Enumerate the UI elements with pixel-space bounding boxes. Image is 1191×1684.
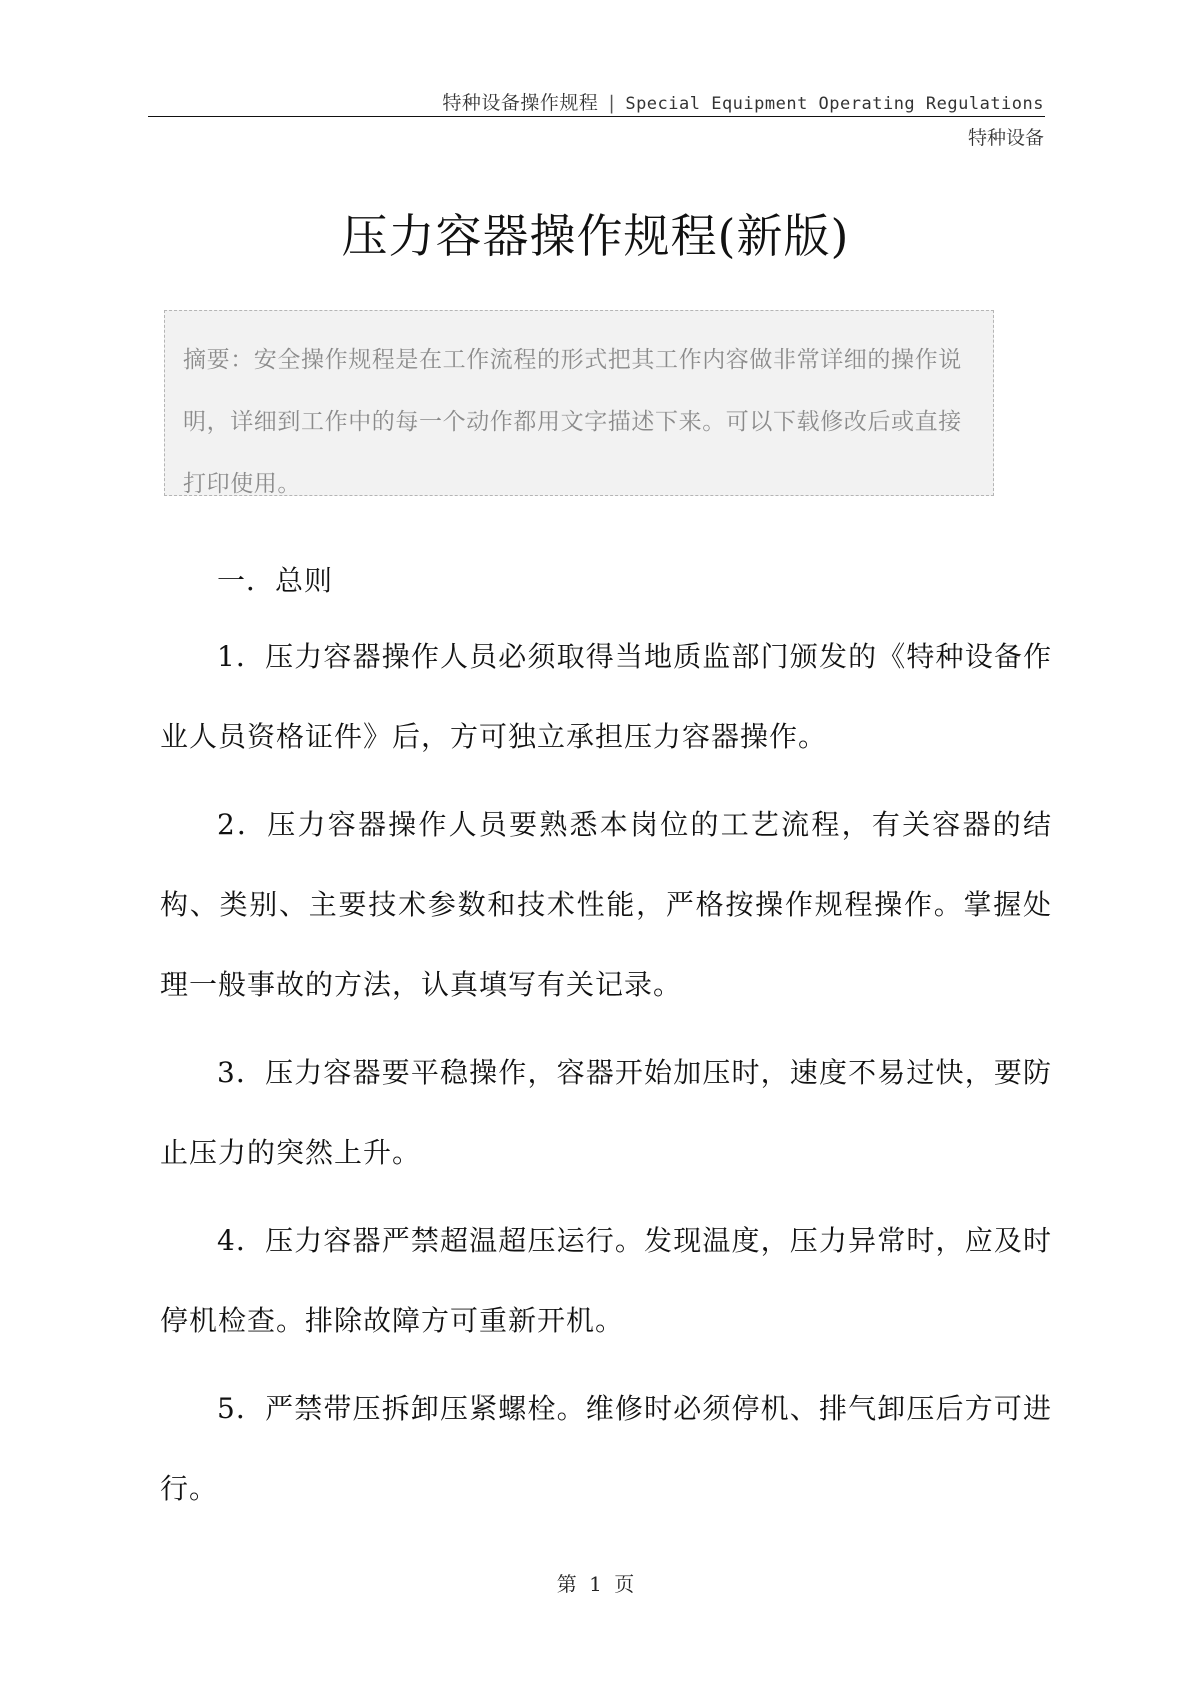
abstract-box bbox=[164, 310, 994, 496]
section-heading: 一．总则 bbox=[217, 564, 334, 597]
paragraph-3: 3．压力容器要平稳操作，容器开始加压时，速度不易过快，要防止压力的突然上升。 bbox=[160, 1056, 1052, 1169]
paragraph-4: 4．压力容器严禁超温超压运行。发现温度，压力异常时，应及时停机检查。排除故障方可重新开机。 bbox=[160, 1224, 1052, 1337]
document-title: 压力容器操作规程(新版) bbox=[341, 209, 850, 263]
document-body bbox=[160, 547, 1052, 1537]
paragraph-1: 1．压力容器操作人员必须取得当地质监部门颁发的《特种设备作业人员资格证件》后，方可独立承担压力容器操作。 bbox=[160, 640, 1052, 753]
running-header bbox=[442, 88, 1044, 115]
header-rule bbox=[148, 116, 1045, 117]
header-separator: | bbox=[608, 92, 616, 114]
header-title-cn: 特种设备操作规程 bbox=[442, 92, 599, 114]
header-title-en: Special Equipment Operating Regulations bbox=[625, 94, 1044, 114]
paragraph-2: 2．压力容器操作人员要熟悉本岗位的工艺流程，有关容器的结构、类别、主要技术参数和技术性能，严格按操作规程操作。掌握处理一般事故的方法，认真填写有关记录。 bbox=[160, 808, 1052, 1001]
page-number: 第 1 页 bbox=[556, 1572, 635, 1596]
paragraph-5: 5．严禁带压拆卸压紧螺栓。维修时必须停机、排气卸压后方可进行。 bbox=[160, 1392, 1052, 1505]
abstract-text: 摘要：安全操作规程是在工作流程的形式把其工作内容做非常详细的操作说明，详细到工作中的每一个动作都用文字描述下来。可以下载修改后或直接打印使用。 bbox=[183, 347, 962, 497]
header-category: 特种设备 bbox=[967, 127, 1044, 149]
